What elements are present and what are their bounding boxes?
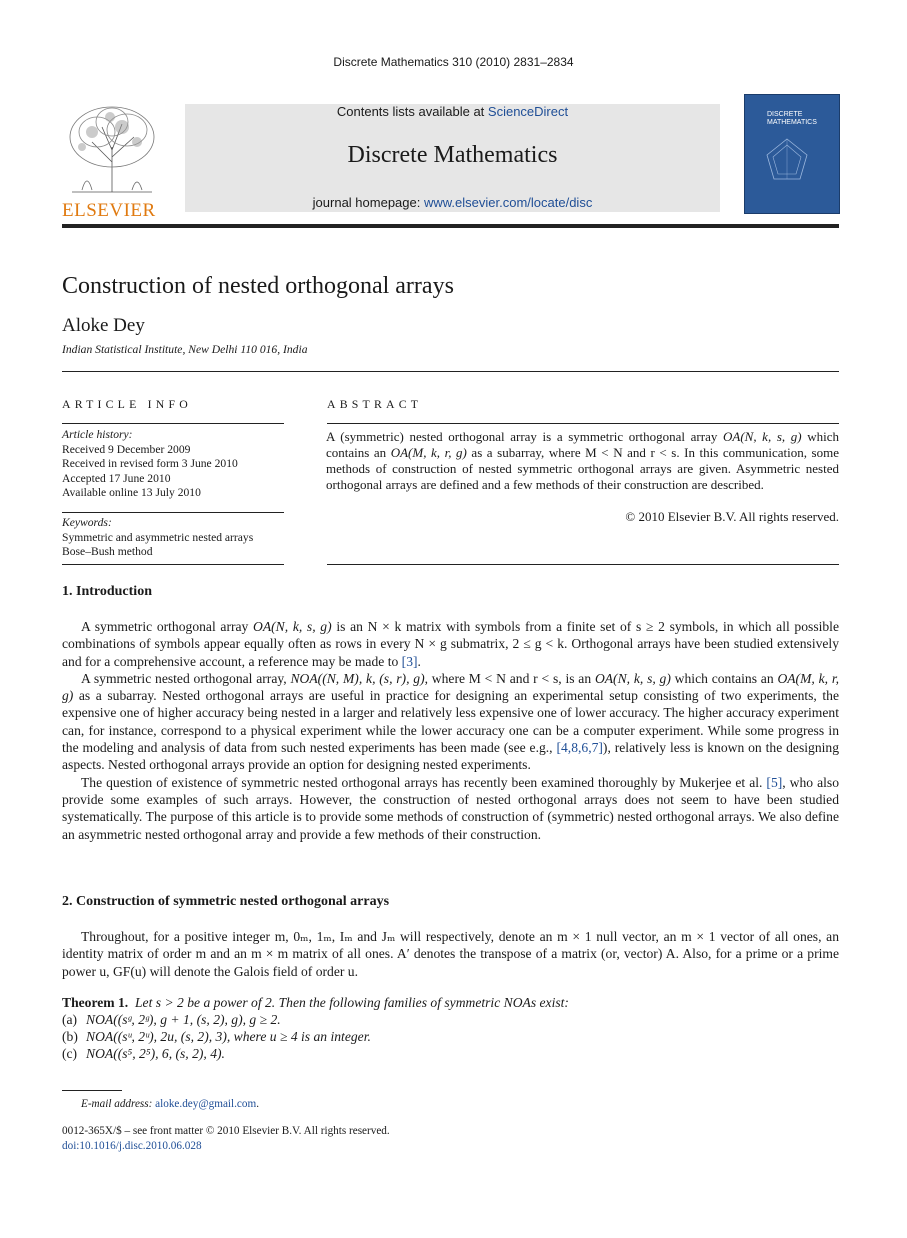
sec2-body [62, 928, 839, 980]
theorem-statement [62, 994, 839, 1011]
issn-line: 0012-365X/$ – see front matter © 2010 Elsevier B.V. All rights reserved. [62, 1125, 390, 1137]
keywords-rule [62, 512, 284, 513]
article-title: Construction of nested orthogonal arrays [62, 273, 454, 299]
history-item: Received 9 December 2009 [62, 442, 191, 456]
theorem-item: (b) NOA((sᵘ, 2ᵘ), 2u, (s, 2), 3), where u ≥ 4 is an integer. [62, 1029, 371, 1044]
intro-paragraph: A symmetric orthogonal array OA(N, k, s, g) is an N × k matrix with symbols from a finite set of s ≥ 2 symbols, in which all possible combinations of symbols appear equally often as rows in every N × g submatrix, 2 ≤ g < k. Orthogonal arrays have been studied extensively and for a comprehensive account, a reference may be made to [3]. [62, 619, 839, 669]
elsevier-logo [62, 102, 162, 221]
keyword-item: Symmetric and asymmetric nested arrays [62, 530, 254, 544]
keyword-item: Bose–Bush method [62, 545, 153, 559]
history-label: Article history: [62, 428, 133, 441]
abstract-copyright: © 2010 Elsevier B.V. All rights reserved. [625, 509, 839, 524]
footnote: E-mail address: aloke.dey@gmail.com. [81, 1098, 259, 1110]
sciencedirect-link[interactable]: ScienceDirect [487, 104, 569, 119]
contents-text: Contents lists available at [336, 104, 488, 119]
history-item: Received in revised form 3 June 2010 [62, 457, 238, 471]
email-link[interactable]: aloke.dey@gmail.com [155, 1098, 257, 1110]
abstract-rule [327, 423, 839, 424]
sec2-paragraph: Throughout, for a positive integer m, 0ₘ, 1ₘ, Iₘ and Jₘ will respectively, denote an m × 1 null vector, an m × 1 vector of all ones, an identity matrix of order m and an m × m matrix of all ones. A′ denotes the transpose of a matrix (or, vector) A. Also, for a prime or a prime power u, GF(u) will denote the Galois field of order u. [62, 929, 839, 979]
abstract-heading: ABSTRACT [327, 397, 423, 411]
reference-link[interactable]: [5] [766, 774, 783, 790]
homepage-line [185, 195, 720, 210]
title-rule [62, 371, 839, 372]
doi-link[interactable]: doi:10.1016/j.disc.2010.06.028 [62, 1140, 202, 1152]
article-info-rule [62, 423, 284, 424]
theorem-label: Theorem 1. [62, 995, 129, 1010]
elsevier-tree-icon [62, 102, 162, 197]
reference-link[interactable]: [3] [401, 653, 418, 669]
cover-line1: DISCRETE [767, 111, 803, 118]
reference-link[interactable]: [4,8,6,7] [556, 740, 603, 756]
theorem-text: Let s > 2 be a power of 2. Then the following families of symmetric NOAs exist: [135, 995, 569, 1010]
journal-cover [744, 94, 840, 214]
article-info-bottom-rule [62, 564, 284, 565]
theorem-block [62, 994, 839, 1062]
history-item: Available online 13 July 2010 [62, 486, 201, 500]
section-heading: 1. Introduction [62, 584, 152, 599]
article-info-heading: ARTICLE INFO [62, 397, 192, 411]
cover-line2: MATHEMATICS [767, 119, 817, 126]
keywords-block [62, 516, 284, 560]
cover-pentagon-icon [745, 131, 839, 201]
homepage-link[interactable]: www.elsevier.com/locate/disc [423, 195, 593, 210]
homepage-text: journal homepage: [312, 195, 424, 210]
keywords-label: Keywords: [62, 516, 112, 529]
article-history [62, 428, 284, 501]
affiliation: Indian Statistical Institute, New Delhi 110 016, India [62, 343, 308, 356]
abstract-bottom-rule [327, 564, 839, 565]
theorem-item: (a) NOA((sᵍ, 2ᵍ), g + 1, (s, 2), g), g ≥ 2. [62, 1012, 281, 1027]
abstract-text: A (symmetric) nested orthogonal array is a symmetric orthogonal array OA(N, k, s, g) which contains an OA(M, k, r, g) as a subarray, where M < N and r < s. In this communication, some methods of construction of nested symmetric orthogonal arrays are given. Asymmetric nested orthogonal arrays are defined and a few methods of their construction are described. [326, 429, 839, 492]
journal-name: Discrete Mathematics [347, 142, 558, 168]
intro-body [62, 618, 839, 843]
section-heading: 2. Construction of symmetric nested orthogonal arrays [62, 894, 390, 909]
intro-paragraph: A symmetric nested orthogonal array, NOA((N, M), k, (s, r), g), where M < N and r < s, is an OA(N, k, s, g) which contains an OA(M, k, r, g) as a subarray. Nested orthogonal arrays are useful in practice for designing an experimental setup consisting of two experiments, the expensive one of higher accuracy being nested in a larger and relatively less expensive one of lower accuracy. The higher accuracy experiment can, for instance, correspond to a physical experiment while the lower accuracy one can be a computer experiment. While some progress in the modeling and analysis of data from such nested experiments has been made (see e.g., [4,8,6,7]), relatively less is known on the designing aspects. Nested orthogonal arrays provide an option for designing nested experiments. [62, 670, 840, 773]
header-rule [62, 224, 839, 228]
author-name: Aloke Dey [62, 315, 145, 336]
footnote-rule [62, 1090, 122, 1091]
theorem-item: (c) NOA((s⁵, 2⁵), 6, (s, 2), 4). [62, 1046, 225, 1061]
contents-line [185, 104, 720, 119]
citation-line: Discrete Mathematics 310 (2010) 2831–2834 [333, 55, 574, 69]
intro-paragraph: The question of existence of symmetric nested orthogonal arrays has recently been examined thoroughly by Mukerjee et al. [5], who also provide some examples of such arrays. However, the construction of nested orthogonal arrays does not seem to have been studied systematically. The purpose of this article is to provide some methods of construction of (symmetric) nested orthogonal arrays. We also define an asymmetric nested orthogonal array and provide a few methods of their construction. [62, 774, 839, 842]
history-item: Accepted 17 June 2010 [62, 471, 171, 485]
publisher-name: ELSEVIER [62, 200, 156, 221]
